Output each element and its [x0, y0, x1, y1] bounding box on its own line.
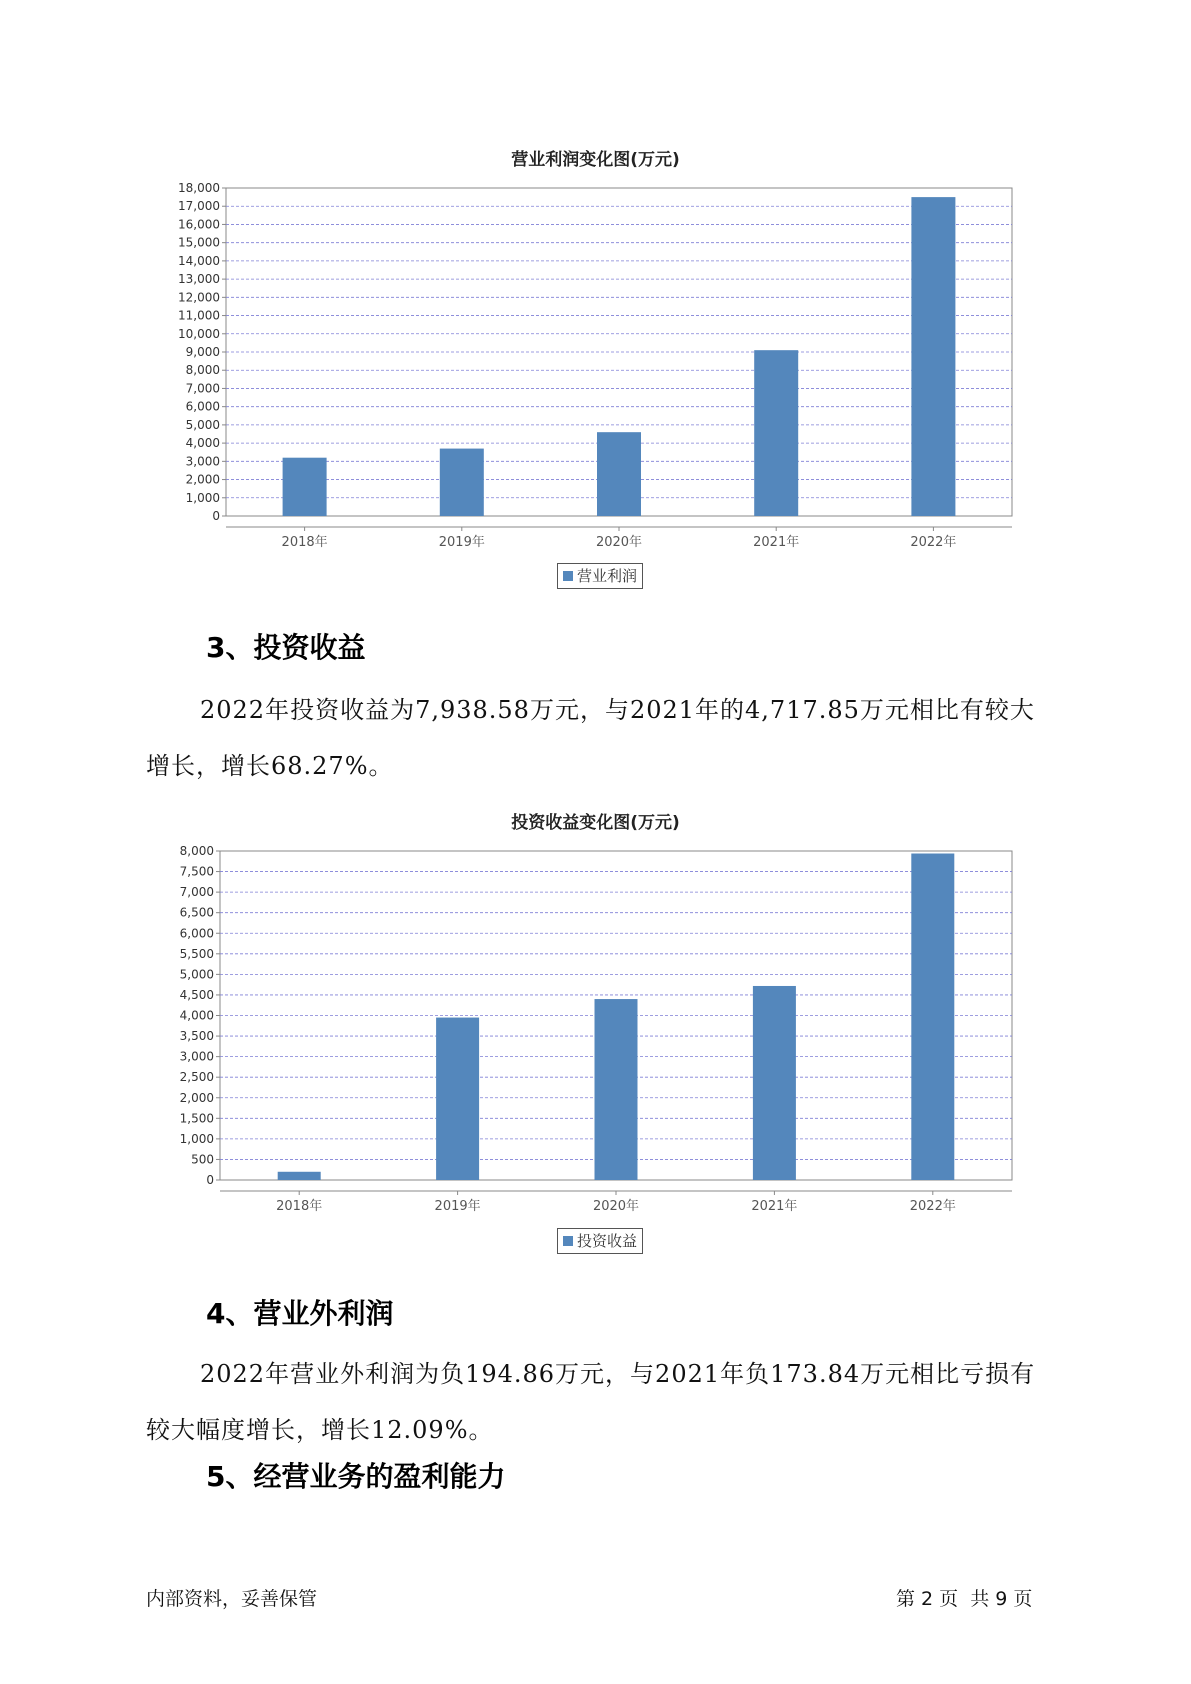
chart-2-title: 投资收益变化图(万元): [511, 813, 680, 833]
y-tick-label: 2,500: [179, 1070, 214, 1085]
y-tick-label: 7,000: [185, 381, 220, 396]
y-tick-label: 6,500: [179, 905, 214, 920]
bar-2020年: [595, 999, 638, 1180]
y-tick-label: 5,000: [185, 417, 220, 432]
chart-2-legend: [557, 1228, 643, 1254]
y-tick-label: 14,000: [178, 253, 220, 268]
y-tick-label: 3,500: [179, 1029, 214, 1044]
bar-2018年: [278, 1172, 321, 1180]
x-tick-label: 2019年: [438, 535, 485, 550]
chart-1-legend-label: 营业利润: [577, 567, 638, 585]
y-tick-label: 5,500: [179, 946, 214, 961]
x-tick-label: 2021年: [753, 535, 800, 550]
x-tick-label: 2020年: [592, 1199, 640, 1214]
y-tick-label: 0: [212, 509, 220, 523]
y-tick-label: 12,000: [178, 290, 220, 305]
x-tick-label: 2020年: [595, 535, 643, 550]
chart-1-title: 营业利润变化图(万元): [511, 150, 680, 170]
y-tick-label: 3,000: [185, 454, 220, 469]
x-tick-label: 2018年: [281, 535, 328, 550]
y-tick-label: 17,000: [178, 199, 220, 214]
chart-2-legend-label: 投资收益: [577, 1232, 638, 1250]
section-3-heading: 3、投资收益: [206, 631, 366, 664]
bar-2021年: [753, 986, 796, 1180]
section-4-paragraph: 2022年营业外利润为负194.86万元，与2021年负173.84万元相比亏损有较大幅度增长，增长12.09%。: [146, 1360, 1036, 1444]
x-tick-label: 2022年: [909, 1199, 956, 1214]
y-tick-label: 9,000: [185, 345, 220, 359]
y-tick-label: 3,000: [179, 1049, 214, 1064]
bar-2019年: [436, 1018, 479, 1180]
y-tick-label: 1,500: [179, 1111, 214, 1126]
y-tick-label: 500: [191, 1152, 214, 1167]
y-tick-label: 2,000: [185, 472, 220, 487]
y-tick-label: 6,000: [179, 926, 214, 941]
y-tick-label: 2,000: [179, 1090, 214, 1105]
y-tick-label: 8,000: [179, 844, 214, 858]
footer-note: 内部资料，妥善保管: [146, 1588, 318, 1610]
y-tick-label: 7,000: [179, 885, 214, 900]
y-tick-label: 13,000: [178, 272, 220, 287]
section-4-heading: 4、营业外利润: [206, 1297, 394, 1330]
y-tick-label: 11,000: [178, 308, 220, 323]
y-tick-label: 1,000: [179, 1131, 214, 1146]
y-tick-label: 7,500: [179, 864, 214, 879]
y-tick-label: 16,000: [178, 217, 220, 232]
x-tick-label: 2022年: [910, 535, 957, 550]
y-tick-label: 18,000: [178, 181, 220, 195]
y-tick-label: 15,000: [178, 235, 220, 250]
y-tick-label: 0: [206, 1173, 214, 1187]
x-tick-label: 2019年: [434, 1199, 481, 1214]
bar-2022年: [911, 854, 954, 1180]
y-tick-label: 10,000: [178, 326, 220, 341]
section-5-heading: 5、经营业务的盈利能力: [206, 1460, 506, 1493]
page-number: 第 2 页 共 9 页: [896, 1588, 1033, 1610]
y-tick-label: 1,000: [185, 490, 220, 505]
y-tick-label: 4,000: [185, 436, 220, 451]
x-tick-label: 2021年: [751, 1199, 798, 1214]
y-tick-label: 4,000: [179, 1008, 214, 1023]
y-tick-label: 6,000: [185, 399, 220, 414]
y-tick-label: 8,000: [185, 363, 220, 378]
legend-swatch: [563, 1236, 573, 1246]
x-tick-label: 2018年: [276, 1199, 323, 1214]
section-3-paragraph: 2022年投资收益为7,938.58万元，与2021年的4,717.85万元相比有较大增长，增长68.27%。: [146, 696, 1035, 780]
y-tick-label: 5,000: [179, 967, 214, 982]
y-tick-label: 4,500: [179, 987, 214, 1002]
